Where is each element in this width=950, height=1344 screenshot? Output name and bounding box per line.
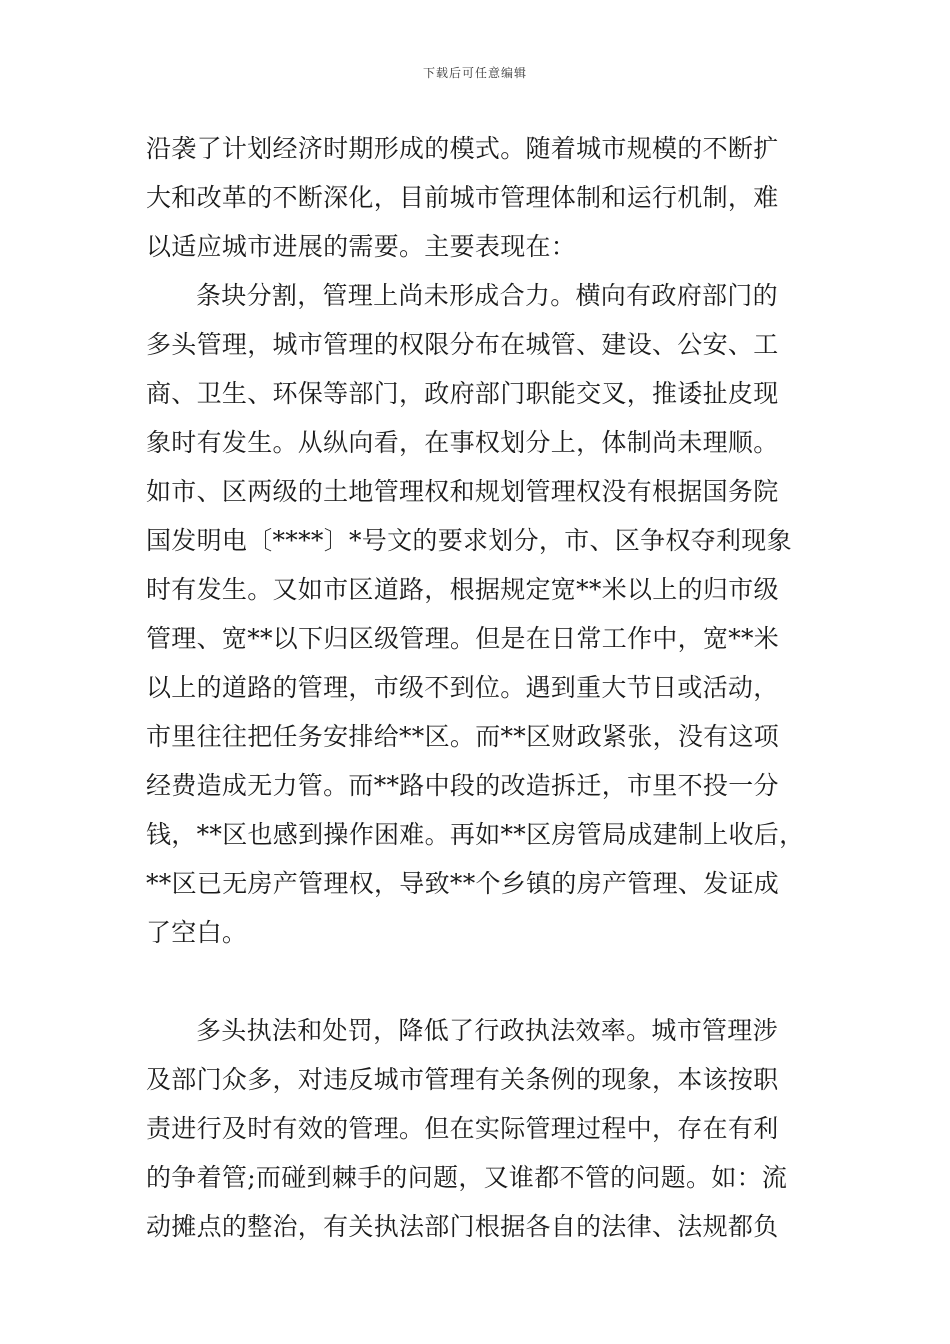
text-line: 如市、区两级的土地管理权和规划管理权没有根据国务院 xyxy=(146,477,779,506)
text-line: 市里往往把任务安排给**区。而**区财政紧张，没有这项 xyxy=(146,722,780,751)
text-line: 的争着管;而碰到棘手的问题，又谁都不管的问题。如：流 xyxy=(146,1163,788,1192)
text-line: 商、卫生、环保等部门，政府部门职能交叉，推诿扯皮现 xyxy=(146,379,779,408)
text-line: 多头管理，城市管理的权限分布在城管、建设、公安、工 xyxy=(146,330,779,359)
text-line: 国发明电〔****〕*号文的要求划分，市、区争权夺利现象 xyxy=(146,526,792,555)
text-line: 经费造成无力管。而**路中段的改造拆迁，市里不投一分 xyxy=(146,771,779,800)
text-line: 象时有发生。从纵向看，在事权划分上，体制尚未理顺。 xyxy=(146,428,779,457)
text-line: 沿袭了计划经济时期形成的模式。随着城市规模的不断扩 xyxy=(146,134,779,163)
text-line: 责进行及时有效的管理。但在实际管理过程中，存在有利 xyxy=(146,1114,779,1143)
paragraph-spacer xyxy=(146,957,818,1006)
text-line: 大和改革的不断深化，目前城市管理体制和运行机制，难 xyxy=(146,183,779,212)
text-line: 了空白。 xyxy=(146,918,248,947)
text-line: 及部门众多，对违反城市管理有关条例的现象，本该按职 xyxy=(146,1065,779,1094)
text-line: 以上的道路的管理，市级不到位。遇到重大节日或活动， xyxy=(146,673,779,702)
text-line: 钱，**区也感到操作困难。再如**区房管局成建制上收后， xyxy=(146,820,805,849)
text-line: 动摊点的整治，有关执法部门根据各自的法律、法规都负 xyxy=(146,1212,779,1241)
text-line: 管理、宽**以下归区级管理。但是在日常工作中，宽**米 xyxy=(146,624,780,653)
text-line: 时有发生。又如市区道路，根据规定宽**米以上的归市级 xyxy=(146,575,779,604)
page-header: 下载后可任意编辑 xyxy=(422,66,527,80)
text-line: 以适应城市进展的需要。主要表现在： xyxy=(146,232,577,261)
paragraph-first-line: 条块分割，管理上尚未形成合力。横向有政府部门的 xyxy=(196,281,778,310)
text-line: **区已无房产管理权，导致**个乡镇的房产管理、发证成 xyxy=(146,869,780,898)
document-body xyxy=(146,124,818,1251)
paragraph-first-line: 多头执法和处罚，降低了行政执法效率。城市管理涉 xyxy=(196,1016,778,1045)
